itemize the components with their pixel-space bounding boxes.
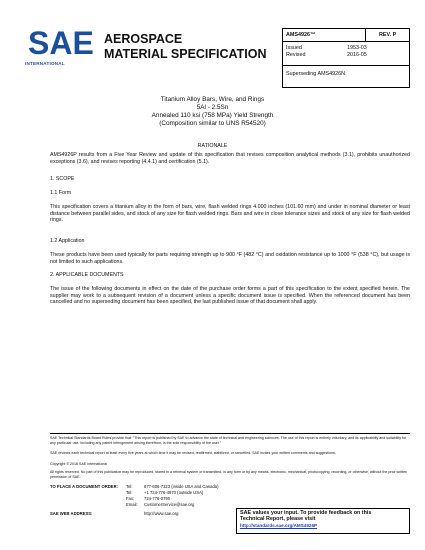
logo-subtitle: INTERNATIONAL [25, 61, 65, 66]
subject-line-3: Annealed 110 ksi (758 MPa) Yield Strength [151, 112, 274, 119]
subject-line-2: 5Al - 2.5Sn [196, 104, 229, 111]
issued-label: Issued [286, 45, 302, 51]
logo-text: SAE [28, 25, 94, 61]
revised-value: 2016-05 [347, 52, 367, 58]
footer-review: SAE reviews each technical report at least every five years at which time it may be revised, reaffirmed, stabilized, or cancelled. SAE invites your written comments and suggestions. [50, 451, 336, 455]
title-line-2: MATERIAL SPECIFICATION [104, 47, 267, 61]
order-label: TO PLACE A DOCUMENT ORDER: [50, 484, 119, 489]
form-heading: 1.1 Form [50, 190, 72, 196]
footer-copyright: Copyright © 2016 SAE International [50, 462, 107, 466]
application-text: These products have been used typically for parts requiring strength up to 900 °F (482 °C) and oxidation resistance up to 1000 °F (538 °C), but usage is not limited to such applications. [50, 252, 410, 265]
revised-label: Revised [286, 52, 306, 58]
feedback-link[interactable]: http://standards.sae.org/AMS4926P [240, 522, 318, 528]
issued-value: 1953-03 [347, 45, 367, 51]
superseding: Superseding AMS4926N [286, 71, 346, 77]
applicable-documents-text: The issue of the following documents in effect on the date of the purchase order forms a part of this specification to the extent specified herein. The supplier may work to a subsequent revision of a document unless a specific document issue is specified. When the referenced document has been cancelled and no superseding document has been specified, the last published issue of that document shall apply. [50, 286, 410, 306]
feedback-line-1: SAE values your input. To provide feedback on this [240, 510, 372, 516]
header-info-box [282, 28, 410, 88]
email-link[interactable]: CustomerService@sae.org [144, 502, 195, 507]
email-label: Email: [126, 502, 138, 507]
subject-line-1: Titanium Alloy Bars, Wire, and Rings [160, 96, 265, 103]
tel1-value[interactable]: 877-606-7323 (inside USA and Canada) [144, 484, 219, 489]
fax-label: Fax: [126, 496, 135, 501]
footer-policy: SAE Technical Standards Board Rules provide that: "This report is published by SAE to advance the state of technical and engineering sciences. The use of this report is entirely voluntary, and its applicability and suitability for any particular use, including any patent infringement arising therefrom, is the sole responsibility of the user." [50, 436, 407, 445]
tel2-value[interactable]: +1 724-776-4970 (outside USA) [144, 490, 204, 495]
document-title [104, 32, 274, 62]
footer-rights: All rights reserved. No part of this publication may be reproduced, stored in a retrieval system or transmitted, in any form or by any means, electronic, mechanical, photocopying, recording, or otherwise, without the prior written permission of SAE. [50, 470, 408, 479]
tel1-label: Tel: [126, 484, 133, 489]
applicable-documents-heading: 2. APPLICABLE DOCUMENTS [50, 272, 124, 278]
header-rule [283, 65, 409, 66]
form-text: This specification covers a titanium alloy in the form of bars, wire, flash welded rings 4.000 inches (101.60 mm) and under in nominal diameter or least distance between parallel sides, and stock of any size for flash welded rings. Bars and wire in close tolerance sizes and stock of any size for flash welded rings. [50, 204, 410, 224]
header-rule [283, 41, 409, 42]
tel2-label: Tel: [126, 490, 133, 495]
header-divider [365, 29, 366, 41]
revision: REV. P [379, 32, 397, 38]
scope-heading: 1. SCOPE [50, 176, 75, 182]
sae-logo [28, 24, 94, 61]
web-label: SAE WEB ADDRESS: [50, 511, 93, 516]
footer-rule [50, 433, 410, 434]
fax-value: 724-776-0790 [144, 496, 171, 501]
rationale-heading: RATIONALE [197, 143, 228, 149]
web-link[interactable]: http://www.sae.org [144, 511, 179, 516]
subject-line-4: (Composition similar to UNS R54520) [159, 120, 266, 127]
feedback-line-2: Technical Report, please visit [240, 516, 316, 523]
doc-number: AMS4926™ [286, 32, 316, 38]
subject-block [0, 96, 425, 128]
rationale-text: AMS4926P results from a Five Year Review and update of this specification that revises composition analytical methods (3.1), prohibits unauthorized exceptions (3.6), and revises reporting (4.4.1) and certification (5.1). [50, 152, 410, 165]
title-line-1: AEROSPACE [104, 32, 183, 46]
application-heading: 1.2 Application [50, 238, 85, 244]
feedback-box [236, 508, 410, 534]
